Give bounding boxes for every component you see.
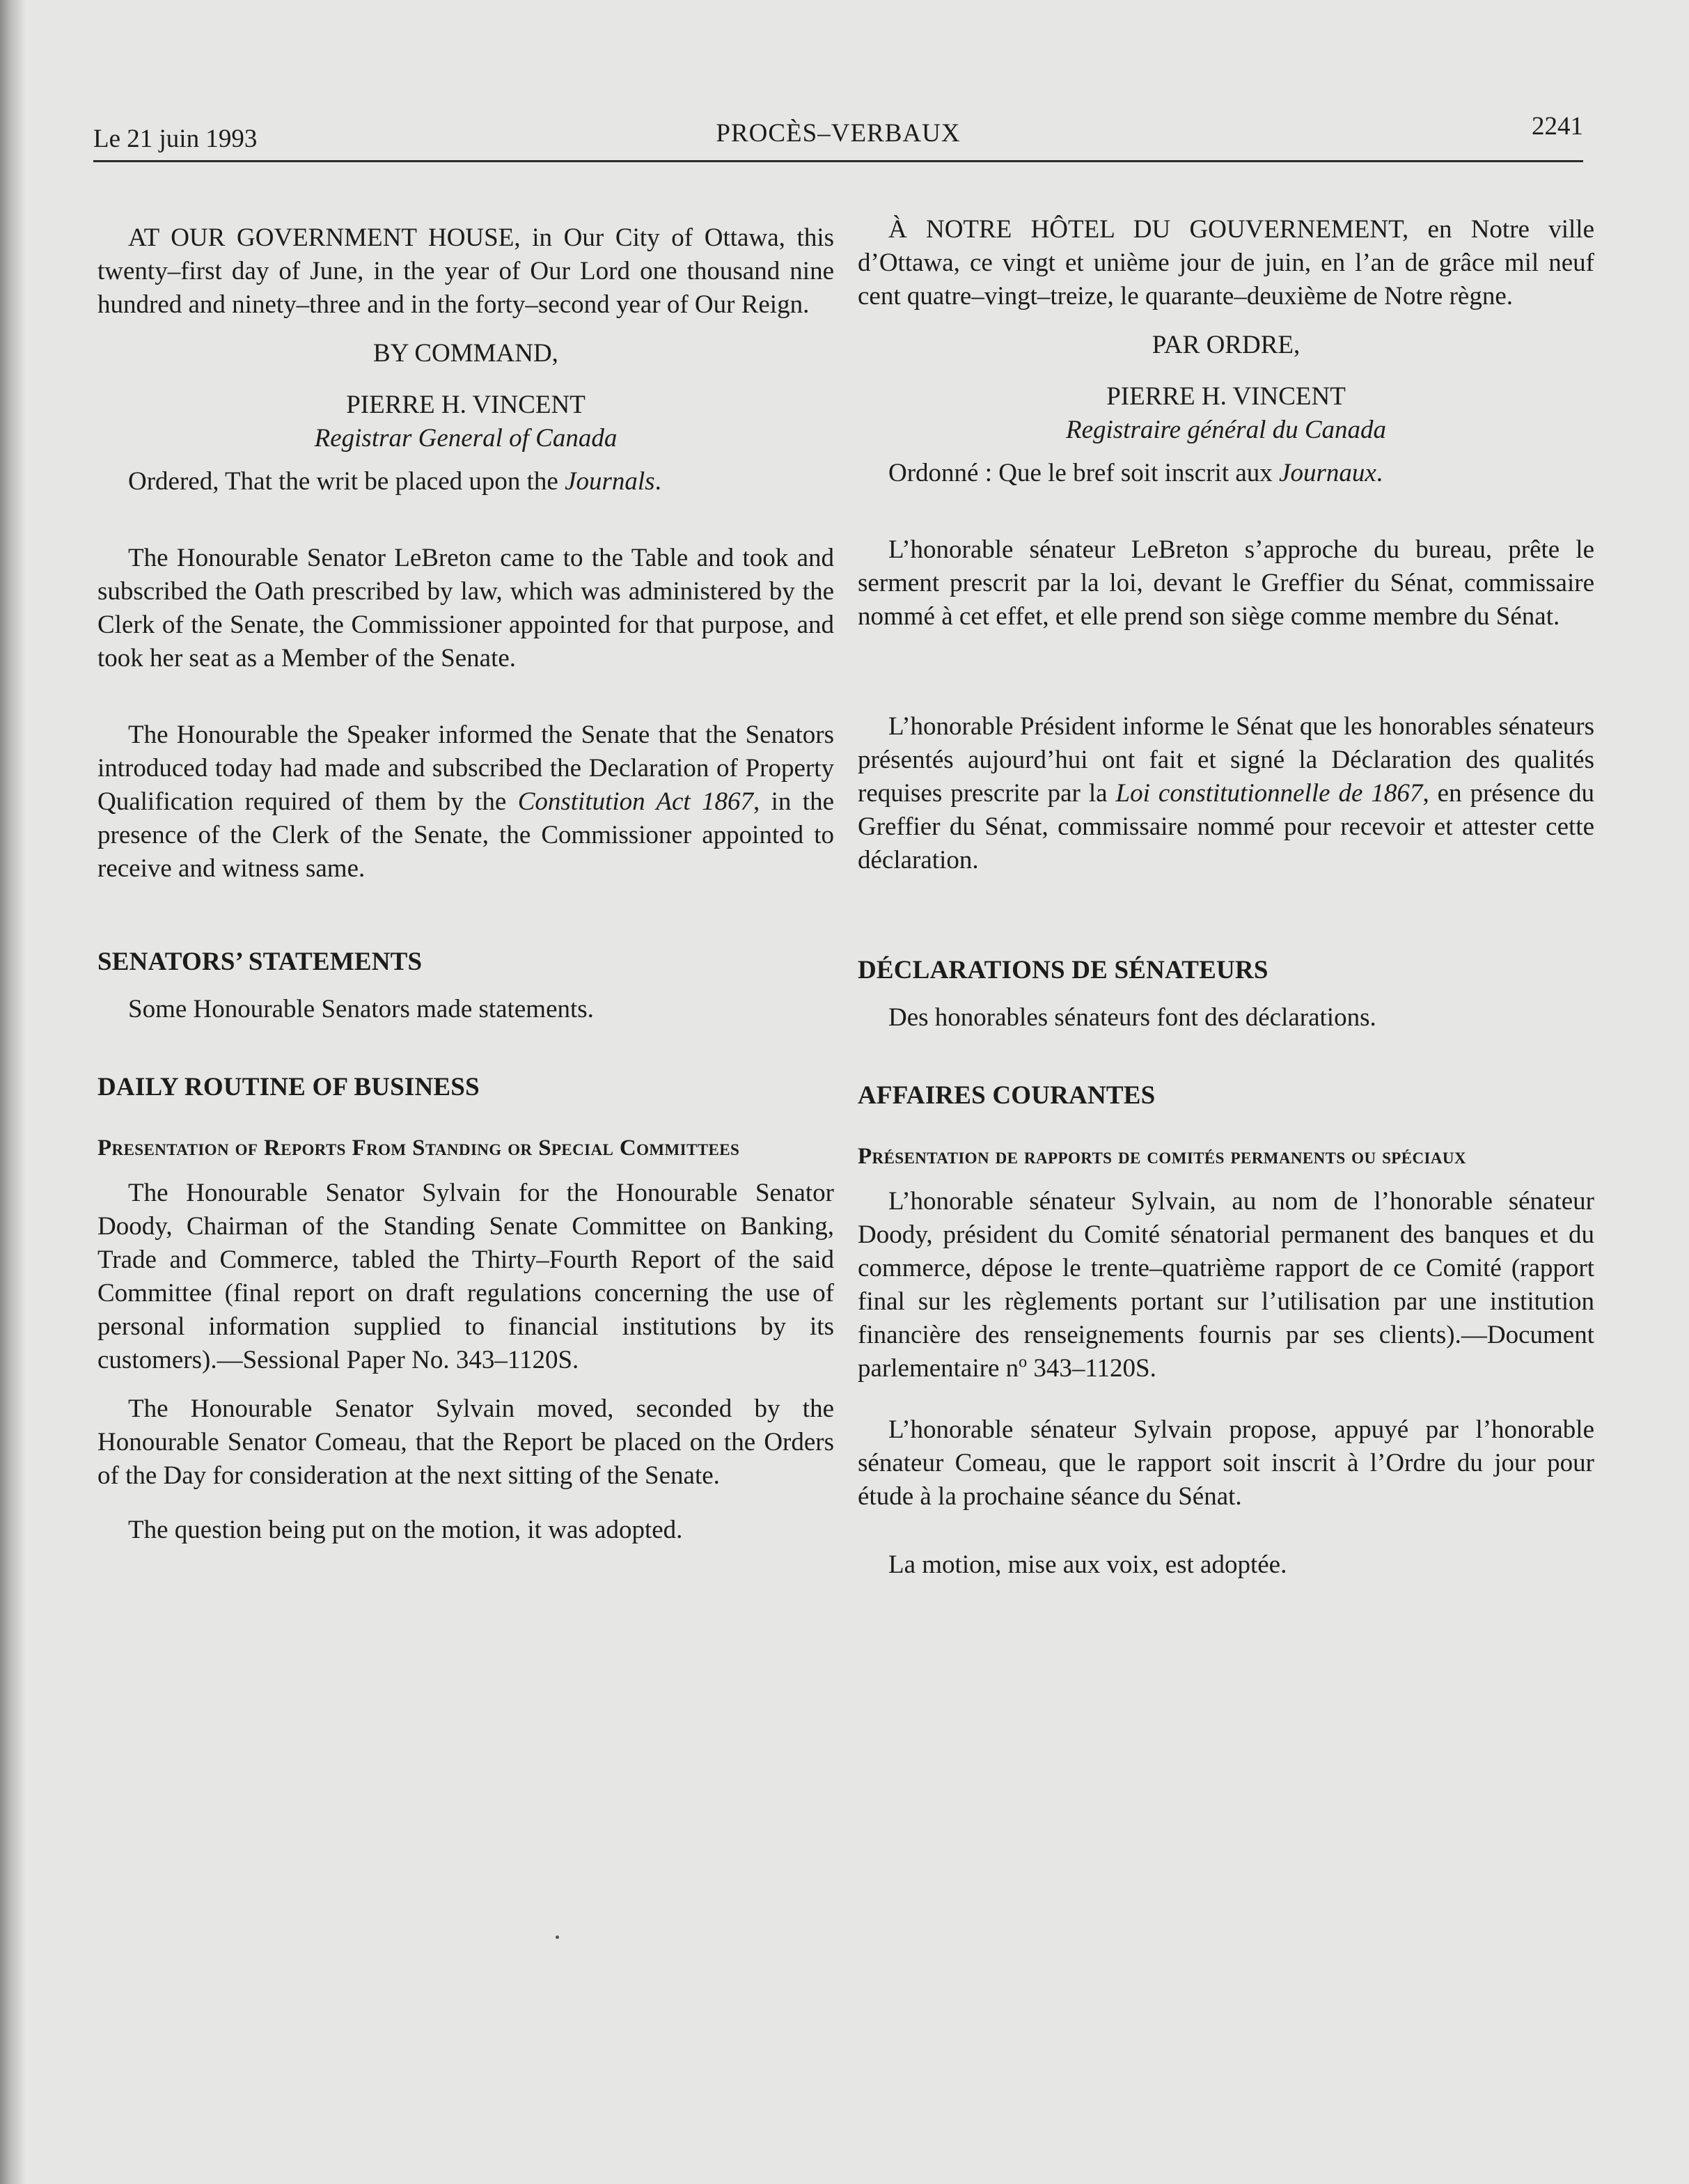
page-number: 2241 [1532,112,1583,141]
motion-text-en: The Honourable Senator Sylvain moved, seconded by the Honourable Senator Comeau, that the Report be placed on the Orders of the Day for consideration at the next sitting of the Senate. [97,1395,834,1490]
reports-subheading-fr: Présentation de rapports de comités permanents ou spéciaux [858,1144,1466,1169]
speaker-en: The Honourable the Speaker informed the Senate that the Senators introduced today had made and subscribed the Declaration of Property Qualification required of them by the Constitution Act 1867, in the presence of the Clerk of the Senate, the Commissioner appointed to receive and witness same. [97,721,834,883]
report-text-en: The Honourable Senator Sylvain for the Honourable Senator Doody, Chairman of the Standing Senate Committee on Banking, Trade and Commerce, tabled the Thirty–Fourth Report of the said Committee (final report on draft regulations concerning the use of personal information supplied to financial institutions by its customers).—Sessional Paper No. 343–1120S. [97,1179,834,1374]
english-column [97,209,834,1547]
ordered-fr: Ordonné : Que le bref soit inscrit aux Journaux. [888,459,1383,487]
signatory-title-fr: Registraire général du Canada [1065,416,1387,444]
motion-text-fr: L’honorable sénateur Sylvain propose, appuyé par l’honorable sénateur Comeau, que le rapport soit inscrit à l’Ordre du jour pour étude à la prochaine séance du Sénat. [858,1415,1594,1511]
signatory-title-en: Registrar General of Canada [314,424,618,453]
signatory-en: PIERRE H. VINCENT [346,391,586,419]
reports-subheading-en: Presentation of Reports From Standing or Special Committees [97,1136,740,1161]
by-command-fr: PAR ORDRE, [1152,331,1301,359]
header-rule [93,160,1583,162]
statements-text-fr: Des honorables sénateurs font des déclarations. [888,1003,1376,1032]
routine-heading-fr: AFFAIRES COURANTES [858,1081,1156,1110]
ordered-en: Ordered, That the writ be placed upon the Journals. [128,467,661,496]
page-edge-shadow [0,0,26,2184]
speaker-fr: L’honorable Président informe le Sénat que les honorables sénateurs présentés aujourd’hui ont fait et signé la Déclaration des qualités requises prescrite par la Loi constitutionnelle de 1867, en présence du Greffier du Sénat, commissaire nommé pour recevoir et attester cette déclaration. [858,712,1595,874]
header-title: PROCÈS–VERBAUX [716,119,961,148]
oath-en: The Honourable Senator LeBreton came to the Table and took and subscribed the Oath prescribed by law, which was administered by the Clerk of the Senate, the Commissioner appointed for that purpose, and took her seat as a Member of the Senate. [97,544,834,673]
by-command-en: BY COMMAND, [373,339,558,368]
statements-heading-fr: DÉCLARATIONS DE SÉNATEURS [858,956,1268,984]
print-speck [556,1935,559,1939]
header-date: Le 21 juin 1993 [93,125,258,153]
routine-heading-en: DAILY ROUTINE OF BUSINESS [97,1073,480,1101]
proclamation-fr: À NOTRE HÔTEL DU GOUVERNEMENT, en Notre ville d’Ottawa, ce vingt et unième jour de juin, en l’an de grâce mil neuf cent quatre–vingt–treize, le quarante–deuxième de Notre règne. [858,215,1594,311]
report-text-fr: L’honorable sénateur Sylvain, au nom de l’honorable sénateur Doody, président du Comité sénatorial permanent des banques et du commerce, dépose le trente–quatrième rapport de ce Comité (rapport final sur les règlements portant sur l’utilisation par une institution financière des renseignements fournis par ses clients).—Document parlementaire $n^o$ 343–1120S. [858,1187,1594,1383]
proclamation-en: AT OUR GOVERNMENT HOUSE, in Our City of Ottawa, this twenty–first day of June, in the year of Our Lord one thousand nine hundred and ninety–three and in the forty–second year of Our Reign. [97,223,834,319]
statements-text-en: Some Honourable Senators made statements. [128,995,594,1023]
page-header [93,111,1583,162]
adopted-text-en: The question being put on the motion, it was adopted. [128,1516,683,1544]
statements-heading-en: SENATORS’ STATEMENTS [97,948,423,976]
french-column [858,209,1594,1582]
adopted-text-fr: La motion, mise aux voix, est adoptée. [888,1550,1287,1579]
oath-fr: L’honorable sénateur LeBreton s’approche du bureau, prête le serment prescrit par la loi, devant le Greffier du Sénat, commissaire nommé à cet effet, et elle prend son siège comme membre du Sénat. [858,535,1594,631]
signatory-fr: PIERRE H. VINCENT [1106,382,1346,411]
